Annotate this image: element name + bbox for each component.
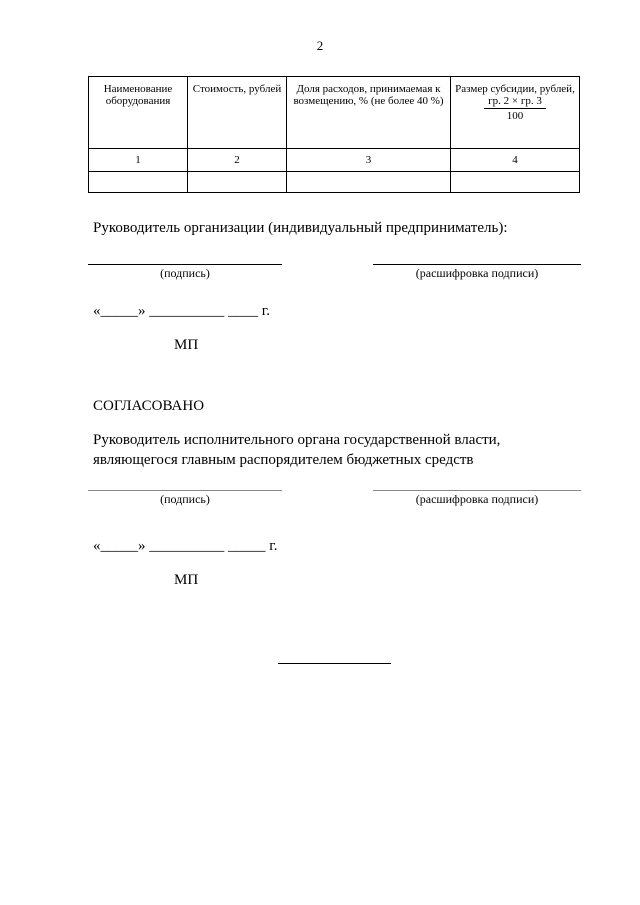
- table-cell: [89, 172, 188, 193]
- subsidy-formula-denominator: 100: [506, 110, 524, 122]
- header-expense-share: Доля расходов, принимаемая к возмещению, % (не более 40 %): [287, 77, 451, 149]
- approval-signature-caption: (подпись): [160, 492, 210, 506]
- organization-date-line: «_____» __________ ____ г.: [93, 303, 270, 319]
- table-cell: 1: [89, 149, 188, 172]
- organization-decoding-caption: (расшифровка подписи): [415, 266, 539, 280]
- table-row-empty: [89, 172, 580, 193]
- approval-decoding-caption: (расшифровка подписи): [415, 492, 539, 506]
- table-row-column-numbers: [89, 149, 580, 172]
- subsidy-formula: [484, 95, 546, 122]
- organization-decoding-line: [373, 264, 581, 265]
- table-cell: 2: [188, 149, 287, 172]
- organization-stamp: МП: [174, 337, 199, 353]
- approval-date-line: «_____» __________ _____ г.: [93, 538, 278, 554]
- organization-head-label: Руководитель организации (индивидуальный предприниматель):: [93, 220, 508, 236]
- table-cell: 4: [451, 149, 580, 172]
- subsidy-table: [88, 76, 580, 193]
- approval-stamp: МП: [174, 572, 199, 588]
- header-cost: Стоимость, рублей: [188, 77, 287, 149]
- subsidy-formula-numerator: гр. 2 × гр. 3: [484, 95, 546, 109]
- approval-label-line-2: являющегося главным распорядителем бюджетных средств: [93, 452, 474, 468]
- table-cell: 3: [287, 149, 451, 172]
- table-cell: [451, 172, 580, 193]
- approval-title: СОГЛАСОВАНО: [93, 398, 205, 414]
- header-equipment-name: Наименование оборудования: [89, 77, 188, 149]
- document-end-rule: [278, 663, 391, 664]
- page-number: 2: [316, 38, 324, 53]
- table-cell: [188, 172, 287, 193]
- header-subsidy-size-label: Размер субсидии, рублей,: [455, 83, 575, 95]
- approval-label-line-1: Руководитель исполнительного органа государственной власти,: [93, 432, 501, 448]
- table-cell: [287, 172, 451, 193]
- table-header-row: [89, 77, 580, 149]
- organization-signature-line: [88, 264, 282, 265]
- approval-signature-line: [88, 490, 282, 491]
- approval-decoding-line: [373, 490, 581, 491]
- organization-signature-caption: (подпись): [160, 266, 210, 280]
- header-subsidy-size: [451, 77, 580, 149]
